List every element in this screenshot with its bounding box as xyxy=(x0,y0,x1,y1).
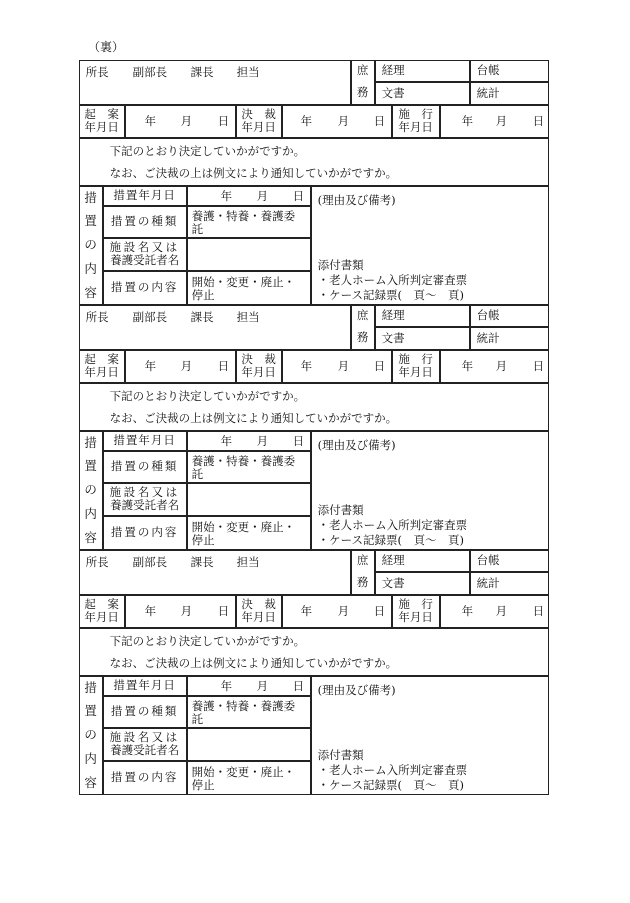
documents-label: 文書 xyxy=(375,327,470,350)
remarks-box xyxy=(311,676,549,795)
enforcement-date-label: 施 行 年月日 xyxy=(392,350,440,383)
page-label: （裏） xyxy=(88,40,125,54)
facility-name-label: 施設名又は 養護受託者名 xyxy=(103,238,187,271)
approver-chief-label: 課長 xyxy=(190,64,214,79)
statistics-label: 統計 xyxy=(470,327,549,350)
measure-date-field[interactable]: 年 月 日 xyxy=(187,431,311,451)
approver-deputy-label: 副部長 xyxy=(132,554,168,569)
request-line-1: 下記のとおり決定していかがですか。 xyxy=(109,633,306,648)
attachment-item-2: ・ケース記録票( 頁～ 頁) xyxy=(317,532,465,547)
request-line-2: なお、ご決裁の上は例文により通知していかがですか。 xyxy=(109,165,398,180)
measure-content-label: 措置の内容 xyxy=(103,516,187,550)
remarks-box xyxy=(311,431,549,550)
approver-box xyxy=(79,550,351,595)
approval-date-label: 決 裁 年月日 xyxy=(236,105,282,138)
statistics-label: 統計 xyxy=(470,82,549,105)
approval-date-label: 決 裁 年月日 xyxy=(236,595,282,628)
enforcement-date-field[interactable]: 年 月 日 xyxy=(440,595,549,628)
draft-date-label: 起 案 年月日 xyxy=(79,595,125,628)
ledger-label: 台帳 xyxy=(470,305,549,327)
approver-director-label: 所長 xyxy=(85,554,109,569)
request-text-box xyxy=(79,138,549,186)
approver-box xyxy=(79,60,351,105)
approver-director-label: 所長 xyxy=(85,309,109,324)
approver-deputy-label: 副部長 xyxy=(132,64,168,79)
measure-content-label: 措置の内容 xyxy=(103,271,187,305)
request-text-box xyxy=(79,628,549,676)
approver-director-label: 所長 xyxy=(85,64,109,79)
enforcement-date-label: 施 行 年月日 xyxy=(392,595,440,628)
measure-date-field[interactable]: 年 月 日 xyxy=(187,676,311,696)
request-line-2: なお、ご決裁の上は例文により通知していかがですか。 xyxy=(109,655,398,670)
ledger-label: 台帳 xyxy=(470,550,549,572)
approver-deputy-label: 副部長 xyxy=(132,309,168,324)
enforcement-date-field[interactable]: 年 月 日 xyxy=(440,105,549,138)
measure-type-options[interactable]: 養護・特養・養護委託 xyxy=(187,206,311,238)
approval-form-3 xyxy=(79,550,549,795)
approval-date-field[interactable]: 年 月 日 xyxy=(282,350,392,383)
request-text-box xyxy=(79,383,549,431)
draft-date-field[interactable]: 年 月 日 xyxy=(125,350,236,383)
approver-chief-label: 課長 xyxy=(190,554,214,569)
request-line-1: 下記のとおり決定していかがですか。 xyxy=(109,388,306,403)
approval-date-label: 決 裁 年月日 xyxy=(236,350,282,383)
approval-form-2 xyxy=(79,305,549,550)
attachments-title: 添付書類 xyxy=(317,257,364,272)
measure-type-label: 措置の種類 xyxy=(103,451,187,483)
approval-date-field[interactable]: 年 月 日 xyxy=(282,105,392,138)
approver-staff-label: 担当 xyxy=(236,64,260,79)
general-affairs-label: 庶 務 xyxy=(351,305,375,350)
measure-type-options[interactable]: 養護・特養・養護委託 xyxy=(187,451,311,483)
ledger-label: 台帳 xyxy=(470,60,549,82)
measure-date-field[interactable]: 年 月 日 xyxy=(187,186,311,206)
draft-date-label: 起 案 年月日 xyxy=(79,105,125,138)
attachment-item-1: ・老人ホーム入所判定審査票 xyxy=(317,762,468,777)
draft-date-label: 起 案 年月日 xyxy=(79,350,125,383)
approver-box xyxy=(79,305,351,350)
attachment-item-2: ・ケース記録票( 頁～ 頁) xyxy=(317,287,465,302)
remarks-box xyxy=(311,186,549,305)
measure-date-label: 措置年月日 xyxy=(103,186,187,206)
measure-content-options[interactable]: 開始・変更・廃止・停止 xyxy=(187,761,311,795)
approval-date-field[interactable]: 年 月 日 xyxy=(282,595,392,628)
measure-heading: 措 置 の 内 容 xyxy=(79,186,103,305)
statistics-label: 統計 xyxy=(470,572,549,595)
facility-name-field[interactable] xyxy=(187,728,311,761)
approver-chief-label: 課長 xyxy=(190,309,214,324)
attachments-title: 添付書類 xyxy=(317,747,364,762)
measure-type-label: 措置の種類 xyxy=(103,206,187,238)
remarks-label: (理由及び備考) xyxy=(317,437,396,452)
measure-heading: 措 置 の 内 容 xyxy=(79,431,103,550)
measure-content-options[interactable]: 開始・変更・廃止・停止 xyxy=(187,516,311,550)
facility-name-field[interactable] xyxy=(187,483,311,516)
general-affairs-label: 庶 務 xyxy=(351,550,375,595)
general-affairs-label: 庶 務 xyxy=(351,60,375,105)
accounting-label: 経理 xyxy=(375,305,470,327)
measure-date-label: 措置年月日 xyxy=(103,431,187,451)
request-line-1: 下記のとおり決定していかがですか。 xyxy=(109,143,306,158)
accounting-label: 経理 xyxy=(375,550,470,572)
measure-date-label: 措置年月日 xyxy=(103,676,187,696)
enforcement-date-field[interactable]: 年 月 日 xyxy=(440,350,549,383)
approval-form-1 xyxy=(79,60,549,305)
measure-content-label: 措置の内容 xyxy=(103,761,187,795)
remarks-label: (理由及び備考) xyxy=(317,192,396,207)
measure-heading: 措 置 の 内 容 xyxy=(79,676,103,795)
enforcement-date-label: 施 行 年月日 xyxy=(392,105,440,138)
approver-staff-label: 担当 xyxy=(236,554,260,569)
measure-type-label: 措置の種類 xyxy=(103,696,187,728)
approver-staff-label: 担当 xyxy=(236,309,260,324)
request-line-2: なお、ご決裁の上は例文により通知していかがですか。 xyxy=(109,410,398,425)
draft-date-field[interactable]: 年 月 日 xyxy=(125,595,236,628)
facility-name-label: 施設名又は 養護受託者名 xyxy=(103,728,187,761)
measure-content-options[interactable]: 開始・変更・廃止・停止 xyxy=(187,271,311,305)
facility-name-label: 施設名又は 養護受託者名 xyxy=(103,483,187,516)
accounting-label: 経理 xyxy=(375,60,470,82)
attachment-item-1: ・老人ホーム入所判定審査票 xyxy=(317,517,468,532)
measure-type-options[interactable]: 養護・特養・養護委託 xyxy=(187,696,311,728)
documents-label: 文書 xyxy=(375,572,470,595)
facility-name-field[interactable] xyxy=(187,238,311,271)
documents-label: 文書 xyxy=(375,82,470,105)
attachment-item-2: ・ケース記録票( 頁～ 頁) xyxy=(317,777,465,792)
attachments-title: 添付書類 xyxy=(317,502,364,517)
draft-date-field[interactable]: 年 月 日 xyxy=(125,105,236,138)
remarks-label: (理由及び備考) xyxy=(317,682,396,697)
attachment-item-1: ・老人ホーム入所判定審査票 xyxy=(317,272,468,287)
